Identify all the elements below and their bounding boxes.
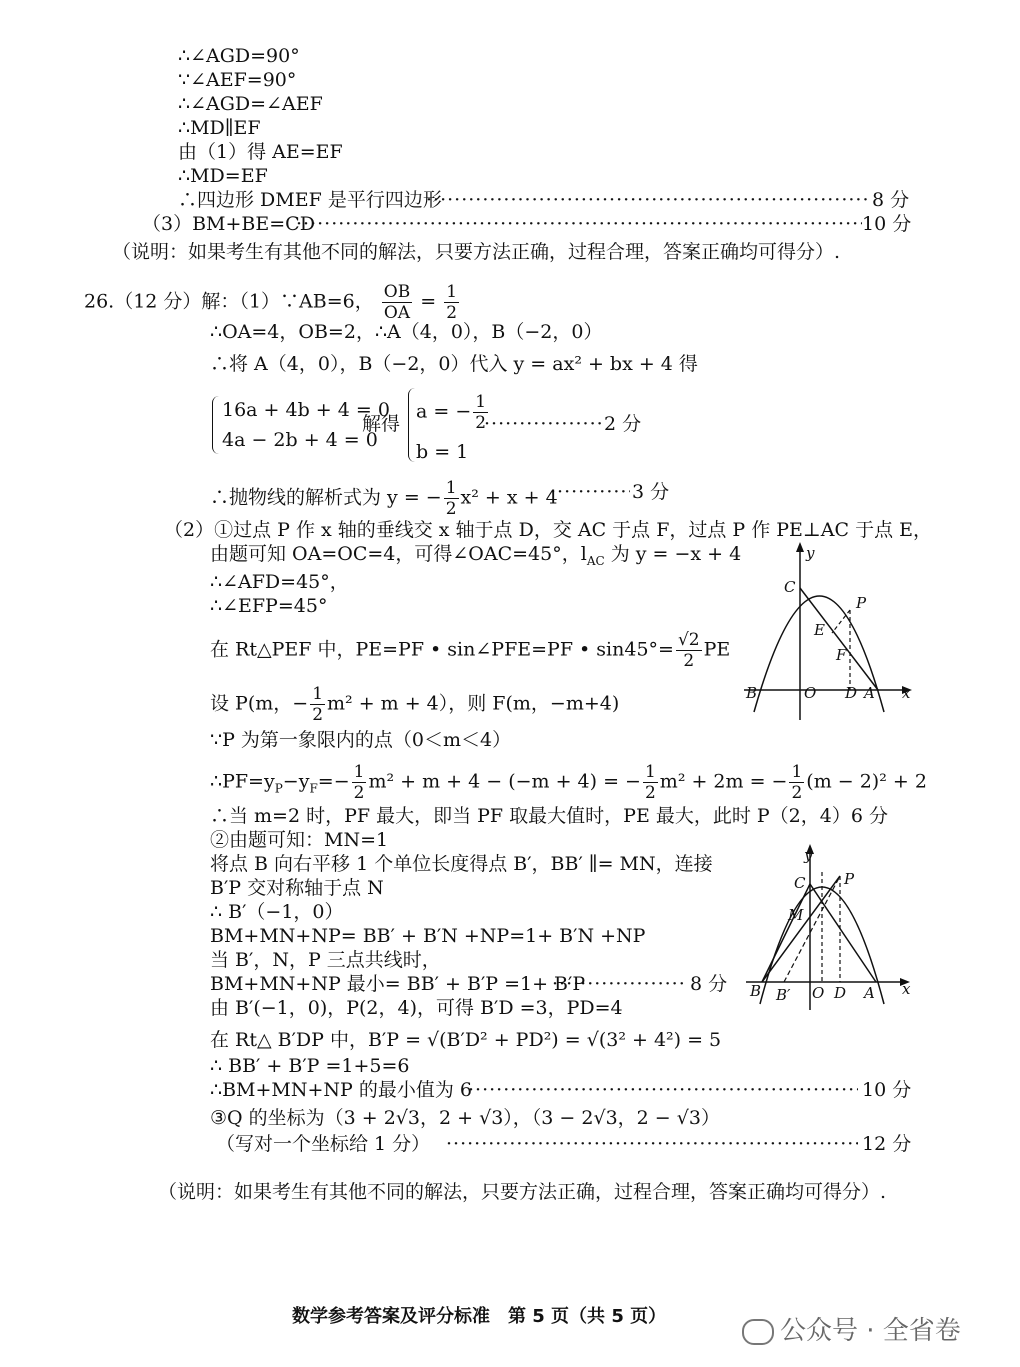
parabola-formula: ∴抛物线的解析式为 y = − $\frac{1}{2}$ x² + x + 4	[210, 478, 558, 519]
label-x: x	[902, 684, 911, 702]
label-d: D	[845, 684, 858, 702]
solution-brace	[408, 388, 415, 462]
label-b-prime: B′	[776, 986, 791, 1004]
equation: 4a − 2b + 4 = 0	[222, 429, 378, 451]
question-26: 26.（12 分）解：（1）∵AB=6， $\frac{OB}{OA}$ = $\frac{1}{2}$	[84, 282, 458, 323]
score: 8 分	[872, 189, 910, 211]
note: （说明：如果考生有其他不同的解法，只要方法正确，过程合理，答案正确均可得分）.	[112, 241, 841, 263]
dot-leader	[446, 1132, 858, 1156]
proof-line: ∴∠EFP=45°	[210, 595, 328, 617]
score: 12 分	[862, 1133, 912, 1155]
system-brace	[212, 396, 219, 454]
label-d: D	[834, 984, 847, 1002]
proof-line: BM+MN+NP 最小= BB′ + B′P =1+ B′P	[210, 973, 586, 995]
proof-line: 由题可知 OA=OC=4，可得∠OAC=45°，$l_{AC}$ 为 y = −x + 4	[210, 543, 742, 568]
equation: 16a + 4b + 4 = 0	[222, 399, 390, 421]
dot-leader	[552, 972, 686, 996]
proof-line: ∴∠AFD=45°，	[210, 571, 349, 593]
chat-bubble-icon	[742, 1319, 774, 1345]
score: 10 分	[862, 213, 912, 235]
proof-line: ∴四边形 DMEF 是平行四边形	[178, 189, 442, 211]
proof-line: （3）BM+BE=CD	[142, 213, 315, 235]
label-o: O	[812, 984, 825, 1002]
label-o: O	[804, 684, 817, 702]
proof-line: ∴将 A（4，0），B（−2，0）代入 y = ax² + bx + 4 得	[210, 353, 698, 375]
label-x: x	[902, 980, 911, 998]
solution-a: a = − $\frac{1}{2}$	[416, 392, 487, 433]
label-p: P	[856, 594, 867, 612]
proof-line: （2）①过点 P 作 x 轴的垂线交 x 轴于点 D，交 AC 于点 F，过点 P 作 PE⊥AC 于点 E，	[164, 519, 933, 541]
page-footer: 数学参考答案及评分标准 第 5 页（共 5 页）	[292, 1306, 667, 1327]
proof-line: 由（1）得 AE=EF	[178, 141, 343, 163]
score: 2 分	[604, 413, 642, 435]
score: 10 分	[862, 1079, 912, 1101]
proof-line: ∴MD=EF	[178, 165, 268, 187]
dot-leader	[550, 480, 630, 504]
proof-line: ∴当 m=2 时，PF 最大，即当 PF 取最大值时，PE 最大，此时 P（2，4）6 分	[210, 805, 888, 827]
label-c: C	[794, 874, 806, 892]
dot-leader	[484, 412, 602, 436]
dot-leader	[296, 212, 862, 236]
proof-line: 由 B′(−1，0)，P(2，4)，可得 B′D =3，PD=4	[210, 997, 623, 1019]
proof-line: 当 B′，N，P 三点共线时，	[210, 949, 441, 971]
parabola-graph-2	[740, 842, 920, 1012]
proof-line: ②由题可知：MN=1	[210, 829, 389, 851]
fraction-ob-oa: $\frac{OB}{OA}$	[383, 282, 411, 323]
proof-line: 在 Rt△ B′DP 中，B′P = √(B′D² + PD²) = √(3² + 4²) = 5	[210, 1029, 722, 1051]
parabola-graph-1	[740, 540, 920, 730]
label-m: M	[788, 906, 804, 924]
proof-line: ∵P 为第一象限内的点（0＜m＜4）	[210, 729, 512, 751]
proof-line: 解得	[362, 413, 401, 435]
proof-line: （写对一个坐标给 1 分）	[216, 1133, 431, 1155]
solution-b: b = 1	[416, 441, 469, 463]
label-y: y	[806, 544, 815, 562]
proof-line: ∴BM+MN+NP 的最小值为 6	[210, 1079, 473, 1101]
dot-leader	[426, 188, 868, 212]
label-f: F	[836, 646, 847, 664]
proof-line: BM+MN+NP= BB′ + B′N +NP=1+ B′N +NP	[210, 925, 646, 947]
watermark: 公众号 · 全省卷	[742, 1310, 961, 1347]
fraction-half: $\frac{1}{2}$	[446, 282, 458, 323]
label-p: P	[844, 870, 855, 888]
dot-leader	[468, 1078, 858, 1102]
score: 8 分	[690, 973, 728, 995]
proof-line: ∴MD∥EF	[178, 117, 261, 139]
proof-line: $\therefore PF=y_P-y_F=-$ $\frac{1}{2}$ m² + m + 4 − (−m + 4) = − $\frac{1}{2}$ m² + 2m = − $\frac{1}{2}$ (m − 2)² + 2	[210, 762, 927, 803]
label-c: C	[784, 578, 796, 596]
proof-line: ∴ BB′ + B′P =1+5=6	[210, 1055, 410, 1077]
label-e: E	[814, 621, 825, 639]
label-a: A	[864, 984, 875, 1002]
label-b: B	[750, 982, 762, 1000]
proof-line: 设 P(m，− $\frac{1}{2}$ m² + m + 4），则 F(m，−m+4)	[210, 684, 620, 725]
score: 3 分	[632, 481, 670, 503]
note: （说明：如果考生有其他不同的解法，只要方法正确，过程合理，答案正确均可得分）.	[158, 1181, 887, 1203]
proof-line: 在 Rt△PEF 中，PE=PF • sin∠PFE=PF • sin45°= $\frac{√2}{2}$ PE	[210, 630, 731, 671]
label-y: y	[804, 846, 813, 864]
proof-line: ③Q 的坐标为（3 + 2√3，2 + √3），（3 − 2√3，2 − √3）	[210, 1107, 720, 1129]
proof-line: 将点 B 向右平移 1 个单位长度得点 B′，BB′ ∥= MN，连接	[210, 853, 713, 875]
proof-line: ∵∠AEF=90°	[178, 69, 297, 91]
label-b: B	[746, 684, 758, 702]
proof-line: B′P 交对称轴于点 N	[210, 877, 384, 899]
proof-line: ∴OA=4，OB=2，∴A（4，0），B（−2，0）	[210, 321, 603, 343]
label-a: A	[864, 684, 875, 702]
proof-line: ∴ B′（−1，0）	[210, 901, 344, 923]
proof-line: ∴∠AGD=90°	[178, 45, 300, 67]
line-ac	[800, 588, 878, 690]
proof-line: ∴∠AGD=∠AEF	[178, 93, 323, 115]
